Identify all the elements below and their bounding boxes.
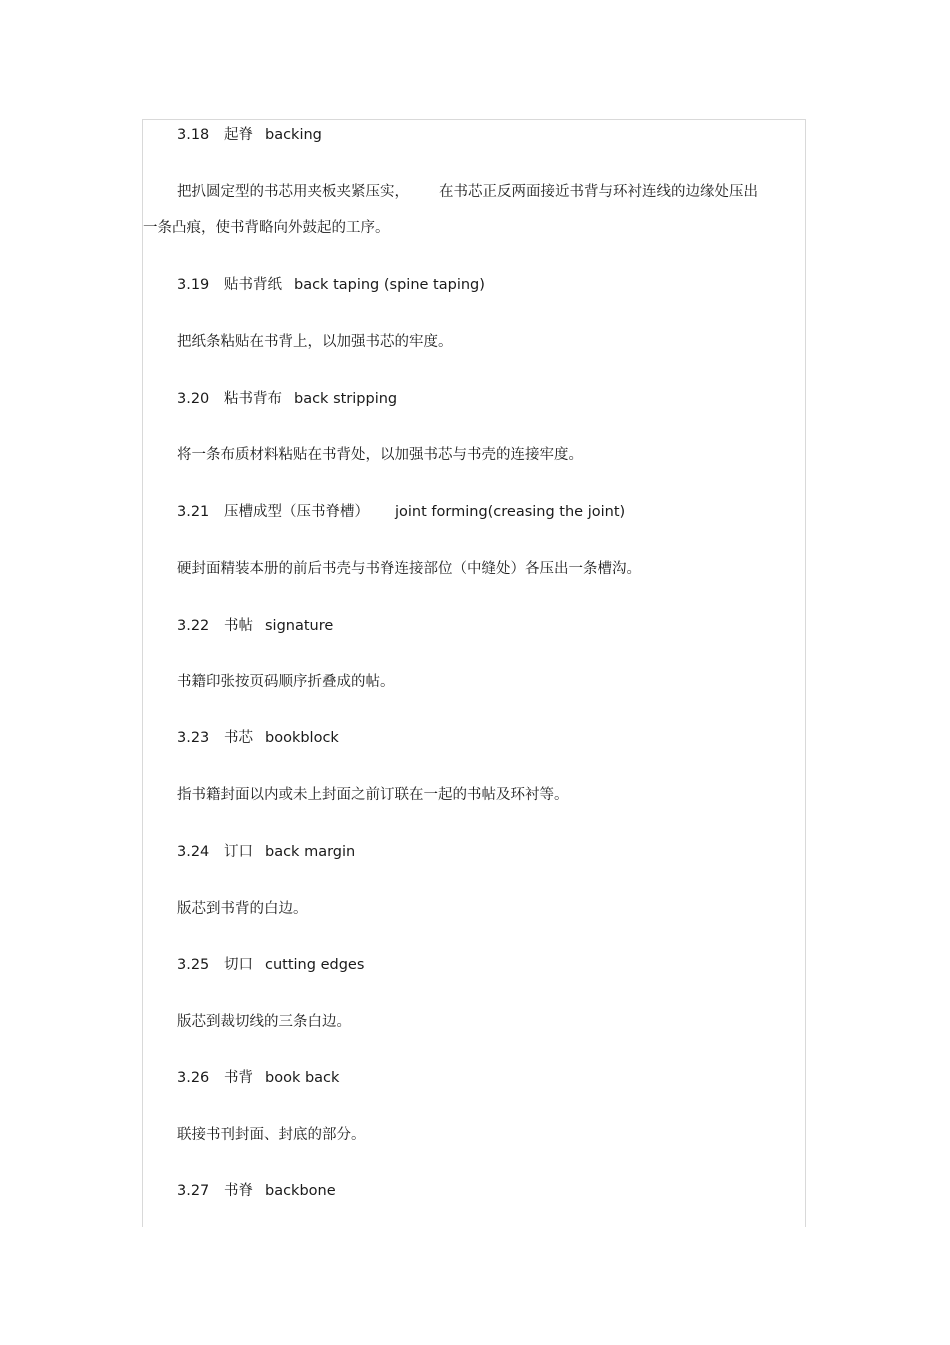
term-chinese: 起脊 [224,127,253,143]
term-description: 把纸条粘贴在书背上，以加强书芯的牢度。 [177,334,453,350]
term-number: 3.20 [177,391,210,407]
term-number: 3.27 [177,1183,210,1199]
term-heading [177,503,625,521]
term-chinese: 书脊 [224,1183,253,1199]
term-chinese: 贴书背纸 [224,277,282,293]
term-heading [177,843,355,861]
term-description-continued: 一条凸痕，使书背略向外鼓起的工序。 [143,220,390,236]
term-chinese: 粘书背布 [224,391,282,407]
term-description: 联接书刊封面、封底的部分。 [177,1127,366,1143]
term-chinese: 订口 [224,844,253,860]
term-chinese: 书芯 [224,730,253,746]
term-number: 3.23 [177,730,210,746]
term-heading [177,617,333,635]
term-description: 将一条布质材料粘贴在书背处，以加强书芯与书壳的连接牢度。 [177,447,583,463]
term-heading [177,729,339,747]
term-heading [177,276,485,294]
term-description: 版芯到裁切线的三条白边。 [177,1014,351,1030]
term-description: 硬封面精装本册的前后书壳与书脊连接部位（中缝处）各压出一条槽沟。 [177,561,641,577]
term-english: back taping (spine taping) [294,277,485,293]
term-description: 书籍印张按页码顺序折叠成的帖。 [177,674,395,690]
term-chinese: 书帖 [224,618,253,634]
description-text: 把扒圆定型的书芯用夹板夹紧压实， [177,184,409,200]
term-number: 3.25 [177,957,210,973]
term-english: back stripping [294,391,398,407]
term-description: 版芯到书背的白边。 [177,901,308,917]
term-heading [177,956,364,974]
term-number: 3.22 [177,618,210,634]
term-english: cutting edges [265,957,365,973]
term-heading [177,390,397,408]
term-chinese: 压槽成型（压书脊槽） [224,504,369,520]
term-number: 3.24 [177,844,210,860]
term-english: joint forming(creasing the joint) [395,504,626,520]
term-english: signature [265,618,334,634]
term-chinese: 切口 [224,957,253,973]
term-number: 3.26 [177,1070,210,1086]
term-heading [177,1069,339,1087]
term-chinese: 书背 [224,1070,253,1086]
term-english: backing [265,127,322,143]
term-number: 3.19 [177,277,210,293]
term-english: back margin [265,844,356,860]
description-text: 在书芯正反两面接近书背与环衬连线的边缘处压出 [439,184,758,200]
term-english: book back [265,1070,340,1086]
term-english: backbone [265,1183,336,1199]
term-description [177,183,758,201]
term-number: 3.21 [177,504,210,520]
term-description: 指书籍封面以内或未上封面之前订联在一起的书帖及环衬等。 [177,787,569,803]
term-number: 3.18 [177,127,210,143]
term-heading [177,1182,336,1200]
term-heading [177,126,322,144]
term-english: bookblock [265,730,339,746]
